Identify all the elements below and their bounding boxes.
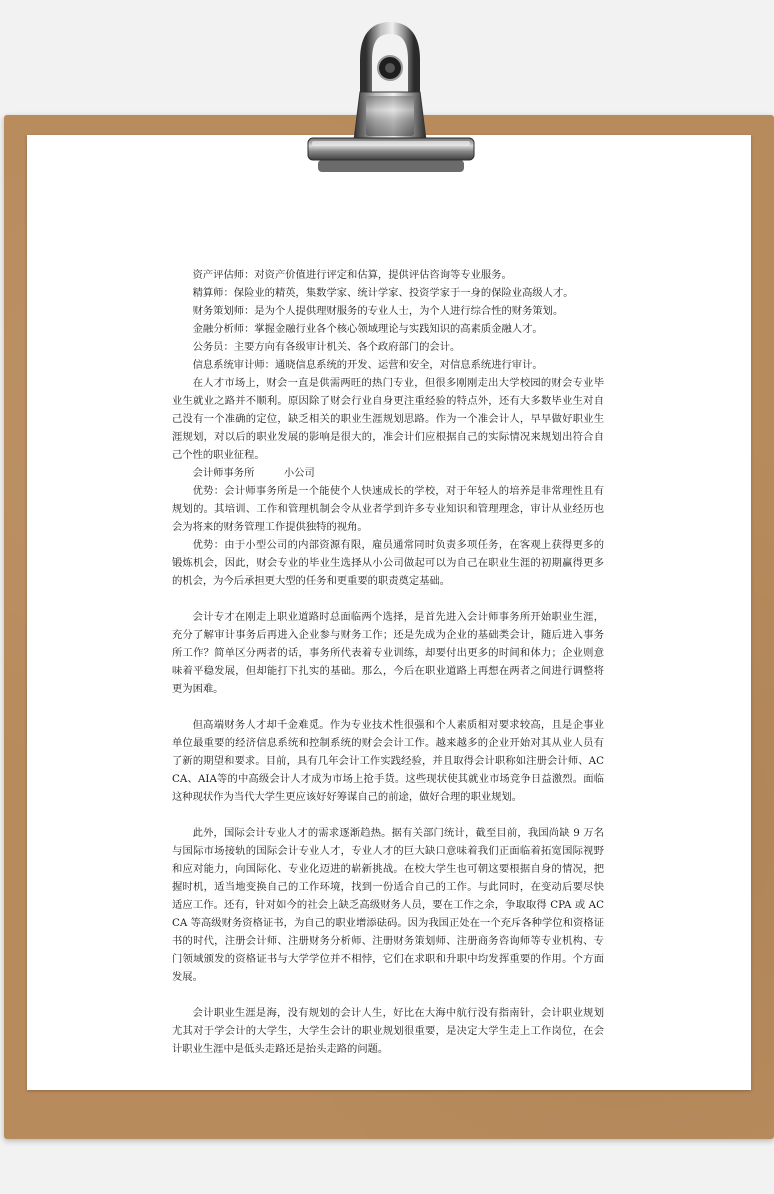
paragraph-career-choice: 会计专才在刚走上职业道路时总面临两个选择，是首先进入会计师事务所开始职业生涯，充分了解审计事务后再进入企业参与财务工作；还是先成为企业的基础类会计，随后进入事务所工作？简单区分两者的话，事务所代表着专业训练，却要付出更多的时间和体力；企业则意味着平稳发展，但却能打下扎实的基础。那么，今后在职业道路上再想在两者之间进行调整将更为困难。 <box>172 611 604 695</box>
paragraph-high-end-talent: 但高端财务人才却千金难觅。作为专业技术性很强和个人素质相对要求较高，且是企事业单位最重要的经济信息系统和控制系统的财会会计工作。越来越多的企业开始对其从业人员有了新的期望和要求。目前，具有几年会计工作实践经验，并且取得会计职称如注册会计师、ACCA、AIA等的中高级会计人才成为市场上抢手货。这些现状使其就业市场竞争日益激烈。面临这种现状作为当代大学生更应该好好筹谋自己的前途，做好合理的职业规划。 <box>172 719 604 803</box>
paragraph-international: 此外，国际会计专业人才的需求逐渐趋热。据有关部门统计，截至目前，我国尚缺 9 万名与国际市场接轨的国际会计专业人才，专业人才的巨大缺口意味着我们正面临着拓宽国际视野和应对能力，向国际化、专业化迈进的崭新挑战。在校大学生也可朝这要根据自身的情况，把握时机，适当地变换自己的工作环境，找到一份适合自己的工作。与此同时，在变动后要尽快适应工作。还有，针对如今的社会上缺乏高级财务人员，要在工作之余，争取取得 CPA 或 ACCA 等高级财务资格证书，为自己的职业增添砝码。因为我国正处在一个充斥各种学位和资格证书的时代，注册会计师、注册财务分析师、注册财务策划师、注册商务咨询师等专业机构、专门领域颁发的资格证书与大学学位并不相悖，它们在求职和升职中均发挥重要的作用。个方面发展。 <box>172 827 604 983</box>
line-financial-planner: 财务策划师：是为个人提供理财服务的专业人士，为个人进行综合性的财务策划。 <box>192 305 564 317</box>
spacer <box>172 590 604 608</box>
paragraph-firm-advantage: 优势：会计师事务所是一个能使个人快速成长的学校，对于年轻人的培养是非常理性且有规划的。其培训、工作和管理机制会令从业者学到许多专业知识和管理理念，审计从业经历也会为将来的财务管理工作提供独特的视角。 <box>172 485 604 533</box>
paragraph-small-company-advantage: 优势：由于小型公司的内部资源有限，雇员通常同时负责多项任务，在客观上获得更多的锻炼机会，因此，财会专业的毕业生选择从小公司做起可以为自己在职业生涯的初期赢得更多的机会，为今后承担更大型的任务和更重要的职责奠定基础。 <box>172 539 604 587</box>
paragraph-market: 在人才市场上，财会一直是供需两旺的热门专业，但很多刚刚走出大学校园的财会专业毕业生就业之路并不顺利。原因除了财会行业自身更注重经验的特点外，还有大多数毕业生对自己没有一个准确的定位，缺乏相关的职业生涯规划思路。作为一个准会计人，早早做好职业生涯规划，对以后的职业发展的影响是很大的，准会计们应根据自己的实际情况来规划出符合自己个性的职业征程。 <box>172 377 604 461</box>
line-civil-servant: 公务员：主要方向有各级审计机关、各个政府部门的会计。 <box>192 341 461 353</box>
heading-firm-vs-small: 会计师事务所 小公司 <box>192 467 315 479</box>
document-body <box>172 266 604 1058</box>
line-appraiser: 资产评估师：对资产价值进行评定和估算，提供评估咨询等专业服务。 <box>192 269 512 281</box>
line-financial-analyst: 金融分析师：掌握金融行业各个核心领域理论与实践知识的高素质金融人才。 <box>192 323 543 335</box>
line-actuary: 精算师：保险业的精英，集数学家、统计学家、投资学家于一身的保险业高级人才。 <box>192 287 574 299</box>
spacer <box>172 698 604 716</box>
spacer <box>172 986 604 1004</box>
spacer <box>172 806 604 824</box>
paragraph-career-sea: 会计职业生涯是海，没有规划的会计人生，好比在大海中航行没有指南针，会计职业规划尤其对于学会计的大学生，大学生会计的职业规划很重要，是决定大学生走上工作岗位，在会计职业生涯中是低头走路还是抬头走路的问题。 <box>172 1007 604 1055</box>
line-is-auditor: 信息系统审计师：通晓信息系统的开发、运营和安全，对信息系统进行审计。 <box>192 359 543 371</box>
